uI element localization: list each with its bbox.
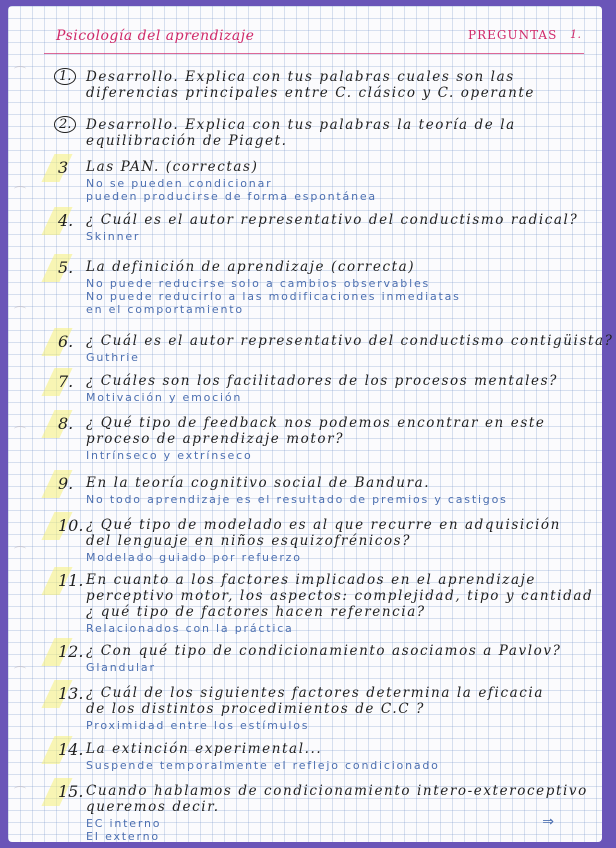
question-number: 4. xyxy=(58,211,74,230)
question-text: Las PAN. (correctas) xyxy=(86,159,259,175)
ring-hole xyxy=(14,666,26,672)
answer-text: Glandular xyxy=(86,661,156,674)
answer-text: Motivación y emoción xyxy=(86,391,243,404)
subject-title: Psicología del aprendizaje xyxy=(56,28,255,44)
notebook-page xyxy=(8,6,614,843)
question-number: 10. xyxy=(58,516,84,535)
question-number: 9. xyxy=(58,474,74,493)
question-text: perceptivo motor, los aspectos: complejidad, tipo y cantidad xyxy=(86,588,594,604)
question-number: 11. xyxy=(58,571,84,590)
question-text: ¿ Cuál de los siguientes factores determina la eficacia xyxy=(86,685,544,701)
question-text: diferencias principales entre C. clásico y C. operante xyxy=(86,85,535,101)
answer-text: Skinner xyxy=(86,230,141,243)
answer-text: Suspende temporalmente el reflejo condicionado xyxy=(86,759,440,772)
question-number: 14. xyxy=(58,740,84,759)
section-title: PREGUNTAS xyxy=(468,28,558,42)
answer-text: Guthrie xyxy=(86,351,140,364)
question-text: equilibración de Piaget. xyxy=(86,133,288,149)
question-text: ¿ qué tipo de factores hacen referencia? xyxy=(86,604,426,620)
answer-text: Modelado guiado por refuerzo xyxy=(86,551,302,564)
page-number: 1. xyxy=(570,28,582,41)
answer-text: No todo aprendizaje es el resultado de premios y castigos xyxy=(86,493,508,506)
answer-text: No puede reducirse solo a cambios observables xyxy=(86,277,431,290)
question-number: 3 xyxy=(58,158,69,177)
answer-text: EI externo xyxy=(86,830,160,843)
question-number: 6. xyxy=(58,332,74,351)
question-number: 15. xyxy=(58,782,84,801)
ring-hole xyxy=(14,786,26,792)
question-number: 7. xyxy=(58,372,74,391)
answer-text: Proximidad entre los estímulos xyxy=(86,719,310,732)
answer-text: en el comportamiento xyxy=(86,303,244,316)
next-page-arrow-icon: ⇒ xyxy=(542,814,554,830)
question-text: Cuando hablamos de condicionamiento intero-exteroceptivo xyxy=(86,783,588,799)
question-text: queremos decir. xyxy=(86,799,220,815)
question-number: 8. xyxy=(58,414,74,433)
question-text: ¿ Con qué tipo de condicionamiento asociamos a Pavlov? xyxy=(86,643,562,659)
question-text: Desarrollo. Explica con tus palabras la teoría de la xyxy=(86,117,516,133)
question-text: En la teoría cognitivo social de Bandura. xyxy=(86,475,431,491)
question-number: 13. xyxy=(58,684,84,703)
question-number: 12. xyxy=(58,642,84,661)
answer-text: No puede reducirlo a las modificaciones inmediatas xyxy=(86,290,461,303)
question-number: 1. xyxy=(54,68,76,85)
answer-text: pueden producirse de forma espontánea xyxy=(86,190,377,203)
question-text: En cuanto a los factores implicados en el aprendizaje xyxy=(86,572,536,588)
question-text: del lenguaje en niños esquizofrénicos? xyxy=(86,533,412,549)
question-text: Desarrollo. Explica con tus palabras cuales son las xyxy=(86,69,515,85)
question-text: de los distintos procedimientos de C.C ? xyxy=(86,701,425,717)
answer-text: Relacionados con la práctica xyxy=(86,622,294,635)
ring-hole xyxy=(14,546,26,552)
question-text: proceso de aprendizaje motor? xyxy=(86,431,345,447)
question-text: ¿ Qué tipo de modelado es al que recurre en adquisición xyxy=(86,517,561,533)
answer-text: Intrínseco y extrínseco xyxy=(86,449,253,462)
question-text: ¿ Cuál es el autor representativo del conductismo radical? xyxy=(86,212,579,228)
question-number: 2. xyxy=(54,116,76,133)
ring-hole xyxy=(14,306,26,312)
answer-text: No se pueden condicionar xyxy=(86,177,273,190)
question-number: 5. xyxy=(58,258,74,277)
question-text: ¿ Cuáles son los facilitadores de los procesos mentales? xyxy=(86,373,558,389)
ring-hole xyxy=(14,66,26,72)
question-text: ¿ Cuál es el autor representativo del conductismo contigüista? xyxy=(86,333,614,349)
header-rule xyxy=(44,53,584,54)
question-text: ¿ Qué tipo de feedback nos podemos encontrar en este xyxy=(86,415,546,431)
question-text: La extinción experimental... xyxy=(86,741,323,757)
question-text: La definición de aprendizaje (correcta) xyxy=(86,259,416,275)
ring-hole xyxy=(14,186,26,192)
answer-text: EC interno xyxy=(86,817,162,830)
ring-hole xyxy=(14,426,26,432)
